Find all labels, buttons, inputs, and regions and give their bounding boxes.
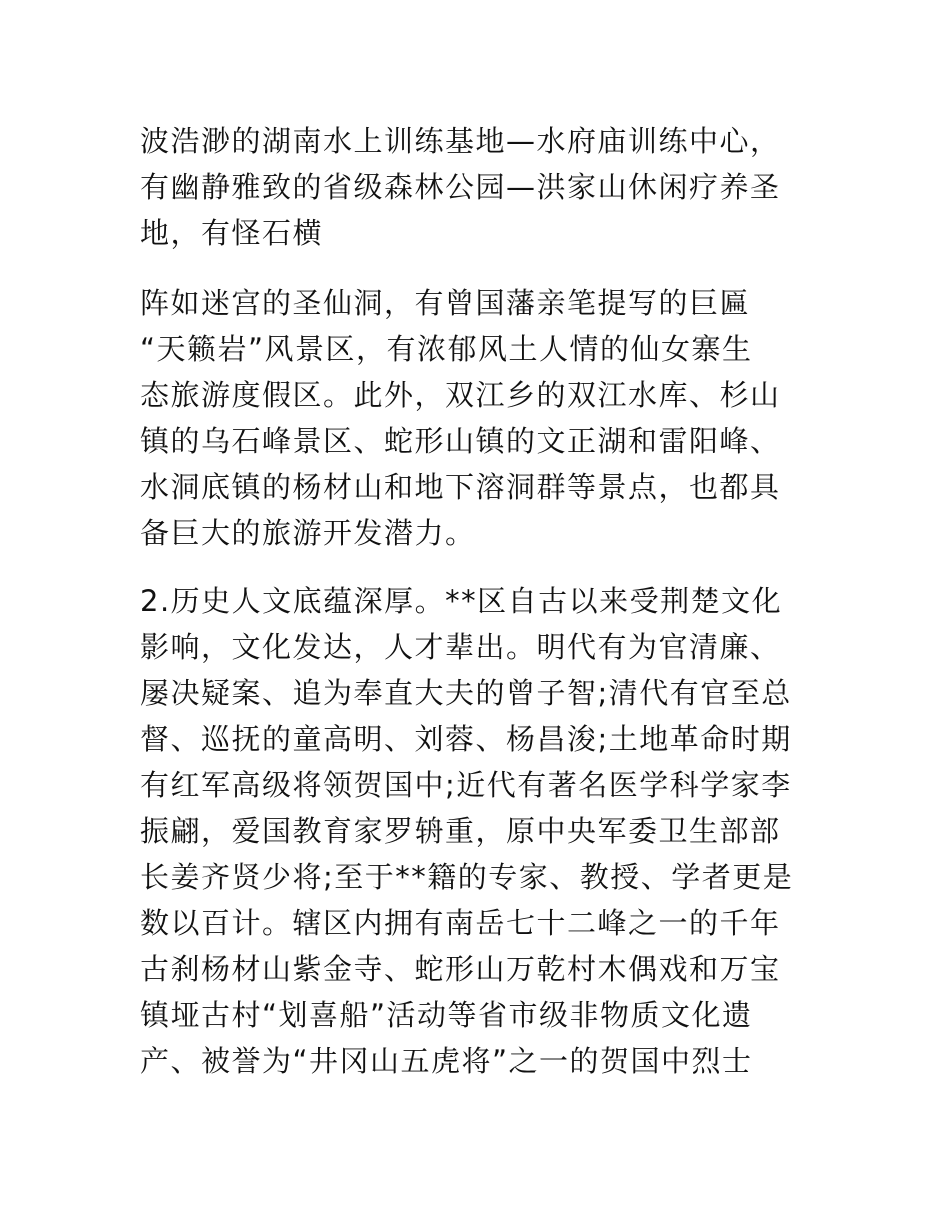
text-line: 地，有怪石横 <box>140 216 324 250</box>
text-line: 阵如迷宫的圣仙洞，有曾国藩亲笔提写的巨匾 <box>140 286 751 320</box>
text-line: 镇的乌石峰景区、蛇形山镇的文正湖和雷阳峰、 <box>140 424 781 458</box>
text-line: 2.历史人文底蕴深厚。**区自古以来受荆楚文化 <box>140 584 783 618</box>
text-line: 古刹杨材山紫金寺、蛇形山万乾村木偶戏和万宝 <box>140 952 781 986</box>
text-line: 长姜齐贤少将;至于**籍的专家、教授、学者更是 <box>140 860 794 894</box>
paragraph-scenic-spots-1 <box>140 118 830 256</box>
text-line: “天籁岩”风景区，有浓郁风土人情的仙女寨生 <box>140 332 753 366</box>
text-line: 镇垭古村“划喜船”活动等省市级非物质文化遗 <box>140 998 753 1032</box>
paragraph-scenic-spots-2 <box>140 280 830 556</box>
text-line: 有幽静雅致的省级森林公园—洪家山休闲疗养圣 <box>140 170 781 204</box>
text-line: 屡决疑案、追为奉直大夫的曾子智;清代有官至总 <box>140 676 792 710</box>
text-line: 备巨大的旅游开发潜力。 <box>140 516 476 550</box>
text-line: 产、被誉为“井冈山五虎将”之一的贺国中烈士 <box>140 1044 753 1078</box>
text-line: 水洞底镇的杨材山和地下溶洞群等景点，也都具 <box>140 470 781 504</box>
paragraph-history-culture <box>140 578 830 1084</box>
text-line: 波浩渺的湖南水上训练基地—水府庙训练中心， <box>140 124 781 158</box>
text-line: 振翩，爱国教育家罗辀重，原中央军委卫生部部 <box>140 814 781 848</box>
text-line: 督、巡抚的童高明、刘蓉、杨昌浚;土地革命时期 <box>140 722 792 756</box>
text-line: 影响，文化发达，人才辈出。明代有为官清廉、 <box>140 630 781 664</box>
text-line: 数以百计。辖区内拥有南岳七十二峰之一的千年 <box>140 906 781 940</box>
text-line: 态旅游度假区。此外，双江乡的双江水库、杉山 <box>140 378 781 412</box>
text-line: 有红军高级将领贺国中;近代有著名医学科学家李 <box>140 768 792 802</box>
